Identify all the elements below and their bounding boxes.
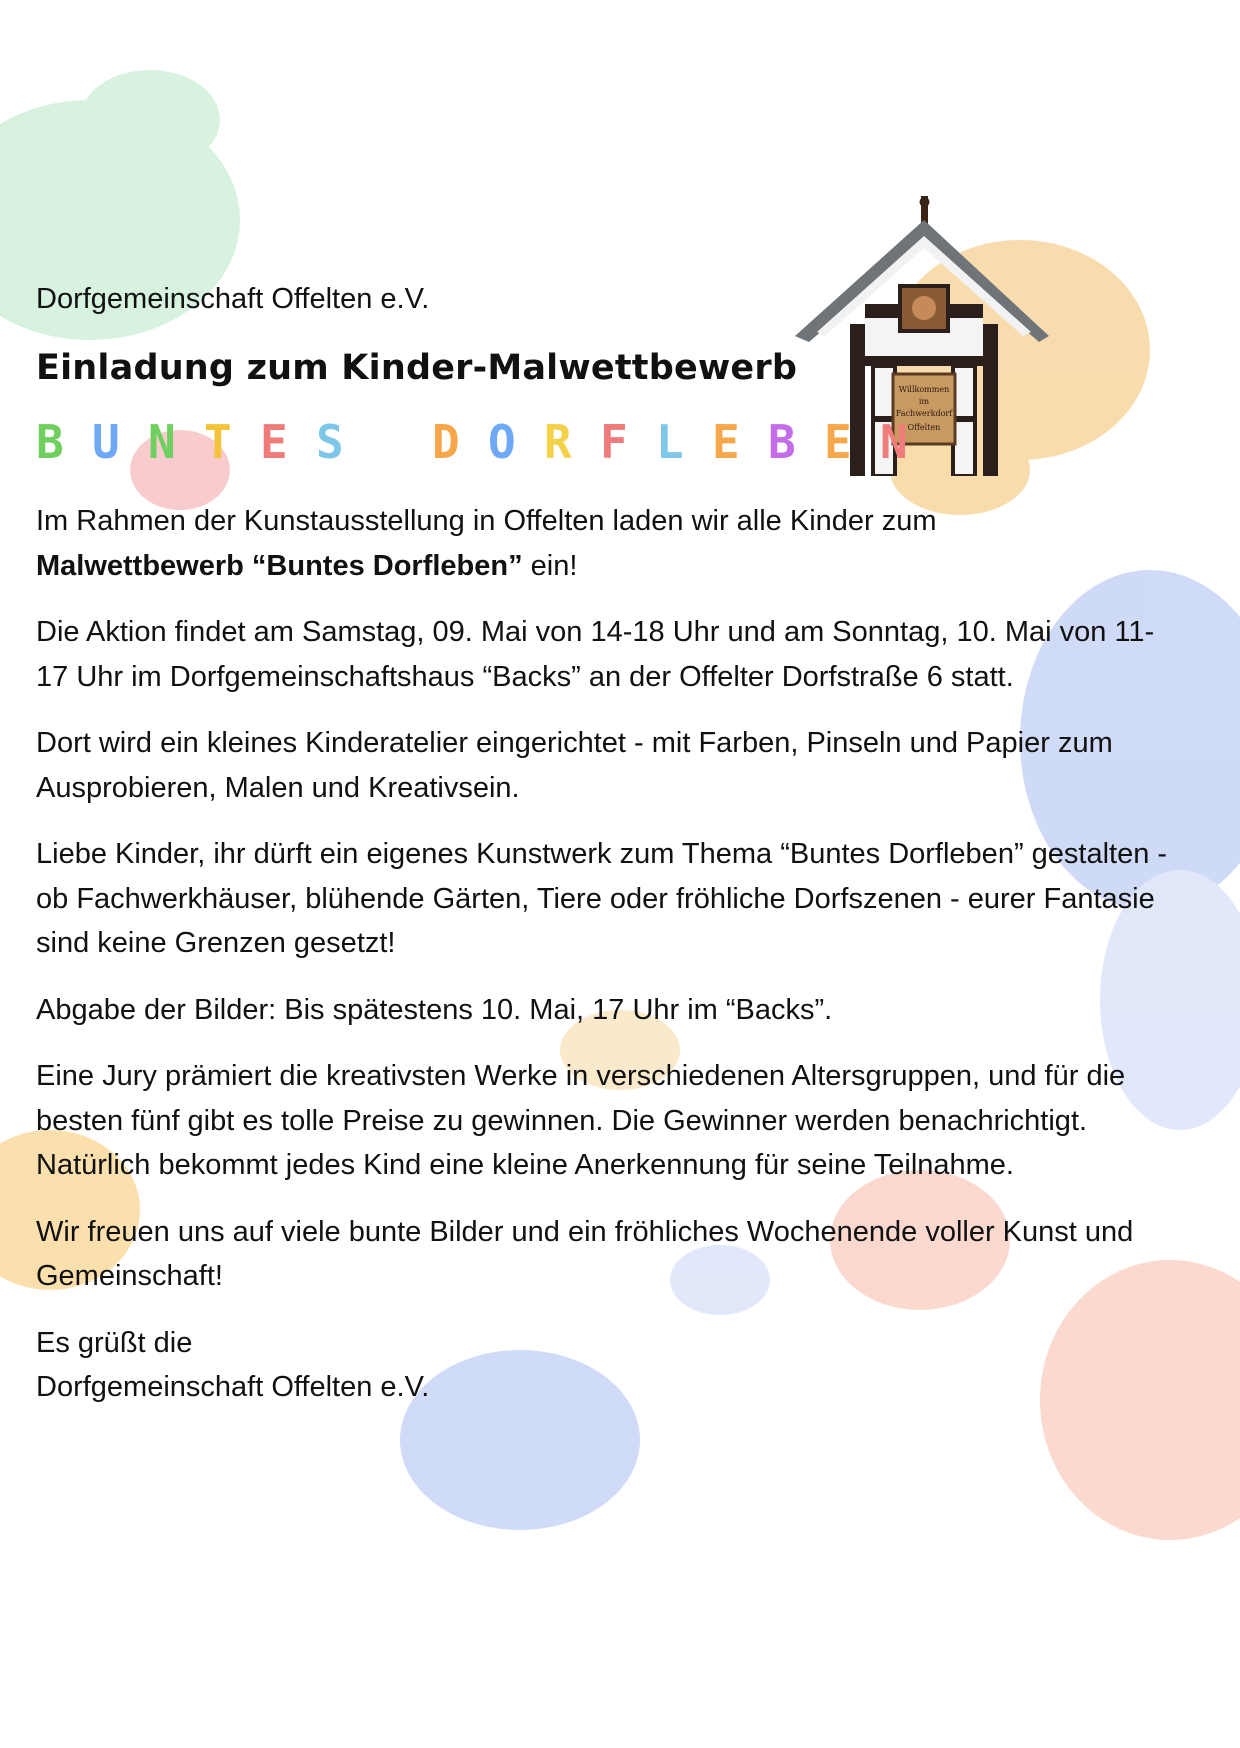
page-title: Einladung zum Kinder-Malwettbewerb: [36, 347, 798, 388]
subtitle-letter: F: [600, 414, 628, 469]
organization-name: Dorfgemeinschaft Offelten e.V.: [36, 283, 430, 315]
intro-text: Im Rahmen der Kunstausstellung in Offelten laden wir alle Kinder zum: [36, 505, 937, 538]
jury-paragraph: Eine Jury prämiert die kreativsten Werke in verschiedenen Altersgruppen, und für die besten fünf gibt es tolle Preise zu gewinnen. Die Gewinner werden benachrichtigt. Natürlich bekommt jedes Kind eine kleine Anerkennung für seine Teilnahme.: [36, 1060, 1126, 1182]
letter-content: [36, 282, 1186, 1432]
pencil-border-top: [0, 0, 1240, 290]
subtitle-letter: N: [880, 414, 908, 469]
subtitle-letter: L: [656, 414, 684, 469]
subtitle-letter: R: [544, 414, 572, 469]
subtitle-letter: N: [148, 414, 176, 469]
subtitle-letter: O: [488, 414, 516, 469]
competition-name: Malwettbewerb “Buntes Dorfleben”: [36, 549, 523, 582]
subtitle-letter: U: [92, 414, 120, 469]
sign-text-line: im: [918, 397, 930, 406]
sign-text-line: Offelten: [907, 423, 941, 432]
event-details-paragraph: Die Aktion findet am Samstag, 09. Mai von 14-18 Uhr und am Sonntag, 10. Mai von 11-17 Uhr im Dorfgemeinschaftshaus “Backs” an der Offelter Dorfstraße 6 statt.: [36, 616, 1155, 693]
intro-paragraph: [36, 499, 1186, 588]
theme-paragraph: Liebe Kinder, ihr dürft ein eigenes Kunstwerk zum Thema “Buntes Dorfleben” gestalten - ob Fachwerkhäuser, blühende Gärten, Tiere oder fröhliche Dorfszenen - eurer Fantasie sind keine Grenzen gesetzt!: [36, 838, 1168, 960]
subtitle-word: [432, 414, 936, 469]
subtitle-letter: B: [36, 414, 64, 469]
sign-text-line: Willkommen: [898, 385, 950, 394]
colorful-subtitle: [36, 414, 1186, 469]
sign-text-line: Fachwerkdorf: [895, 409, 953, 418]
atelier-paragraph: Dort wird ein kleines Kinderatelier eingerichtet - mit Farben, Pinseln und Papier zum Ausprobieren, Malen und Kreativsein.: [36, 727, 1113, 804]
pencil-border-bottom: [0, 1470, 1240, 1748]
subtitle-word: [36, 414, 372, 469]
signature-block: [36, 1321, 1186, 1410]
signature-organization: Dorfgemeinschaft Offelten e.V.: [36, 1371, 430, 1404]
subtitle-letter: S: [316, 414, 344, 469]
signature-greeting: Es grüßt die: [36, 1326, 193, 1359]
subtitle-letter: E: [260, 414, 288, 469]
deadline-paragraph: Abgabe der Bilder: Bis spätestens 10. Mai, 17 Uhr im “Backs”.: [36, 993, 833, 1026]
subtitle-letter: T: [204, 414, 232, 469]
subtitle-letter: B: [768, 414, 796, 469]
closing-wish-paragraph: Wir freuen uns auf viele bunte Bilder und ein fröhliches Wochenende voller Kunst und Gemeinschaft!: [36, 1215, 1134, 1293]
intro-text-end: ein!: [522, 549, 578, 582]
subtitle-letter: D: [432, 414, 460, 469]
subtitle-space: [372, 417, 432, 468]
subtitle-letter: E: [712, 414, 740, 469]
subtitle-letter: E: [824, 414, 852, 469]
